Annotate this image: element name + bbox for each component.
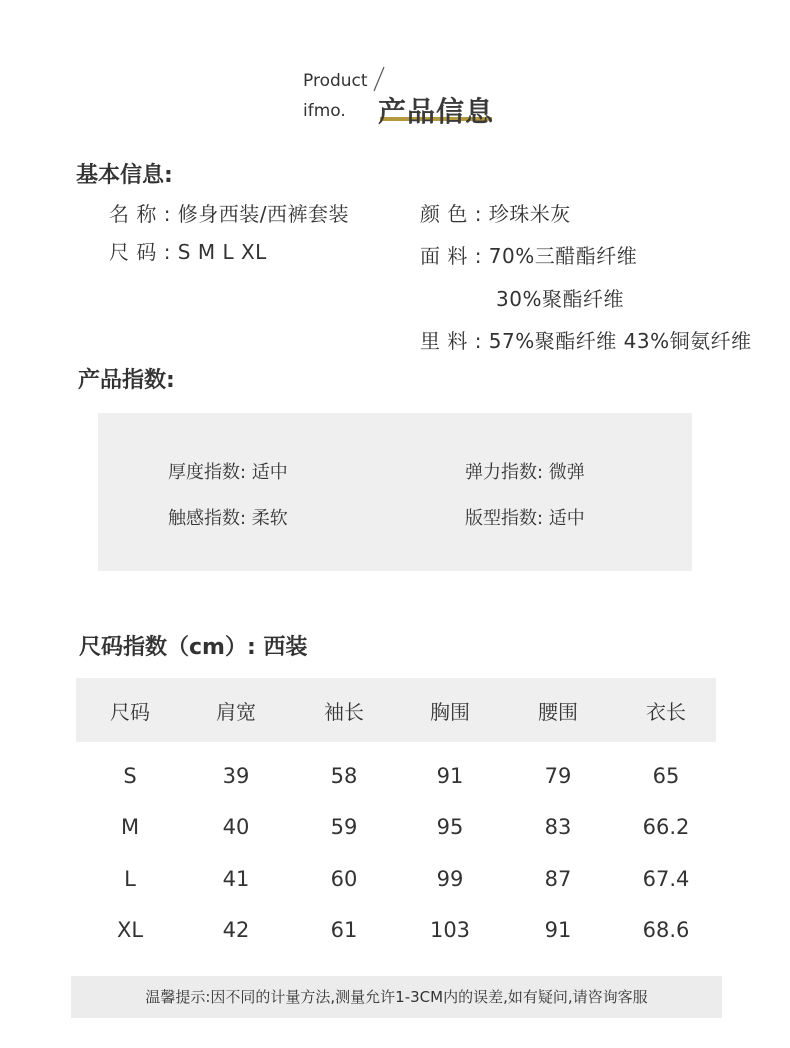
table-cell: 99 xyxy=(436,866,464,891)
table-cell: 95 xyxy=(436,815,464,840)
table-row xyxy=(76,742,716,802)
table-cell: 41 xyxy=(222,866,250,891)
product-sizes: 尺 码 : S M L XL xyxy=(109,240,267,264)
table-cell: 60 xyxy=(330,866,358,891)
page-title: 产品信息 xyxy=(378,95,495,128)
header-eyebrow-product: Product xyxy=(303,71,368,91)
size-chart-heading: 尺码指数（cm）: 西装 xyxy=(79,635,308,660)
table-cell: L xyxy=(124,866,136,891)
table-cell: 87 xyxy=(544,866,572,891)
table-cell: 103 xyxy=(429,918,471,943)
table-cell: 68.6 xyxy=(642,918,690,943)
header-eyebrow-ifmo: ifmo. xyxy=(303,101,346,121)
table-cell: 59 xyxy=(330,815,358,840)
table-row xyxy=(76,802,716,854)
product-name: 名 称 : 修身西装/西裤套装 xyxy=(109,202,350,226)
table-header-row xyxy=(76,678,716,742)
table-row xyxy=(76,905,716,957)
table-cell: 58 xyxy=(330,763,358,788)
table-cell: 39 xyxy=(222,763,250,788)
table-cell: 79 xyxy=(544,763,572,788)
fit-index: 版型指数: 适中 xyxy=(465,508,585,529)
measurement-notice: 温馨提示:因不同的计量方法,测量允许1-3CM内的误差,如有疑问,请咨询客服 xyxy=(71,976,722,1018)
column-header: 腰围 xyxy=(500,678,616,742)
product-fabric-continued: 30%聚酯纤维 xyxy=(496,287,624,311)
column-header: 衣长 xyxy=(616,678,716,742)
product-fabric: 面 料 : 70%三醋酯纤维 xyxy=(420,244,638,268)
product-index-panel xyxy=(98,413,692,571)
table-cell: S xyxy=(123,763,137,788)
table-row xyxy=(76,853,716,905)
table-cell: 83 xyxy=(544,815,572,840)
table-cell: 42 xyxy=(222,918,250,943)
elasticity-index: 弹力指数: 微弹 xyxy=(465,462,585,483)
table-cell: XL xyxy=(116,918,144,943)
table-cell: 67.4 xyxy=(642,866,690,891)
table-cell: 91 xyxy=(544,918,572,943)
table-cell: 61 xyxy=(330,918,358,943)
touch-index: 触感指数: 柔软 xyxy=(168,508,288,529)
table-cell: 66.2 xyxy=(642,815,690,840)
table-cell: 91 xyxy=(436,763,464,788)
product-lining: 里 料 : 57%聚酯纤维 43%铜氨纤维 xyxy=(420,329,752,353)
column-header: 尺码 xyxy=(76,678,184,742)
product-index-heading: 产品指数: xyxy=(78,368,175,393)
basic-info-heading: 基本信息: xyxy=(76,163,173,188)
column-header: 胸围 xyxy=(400,678,500,742)
thickness-index: 厚度指数: 适中 xyxy=(168,462,288,483)
product-color: 颜 色 : 珍珠米灰 xyxy=(420,202,571,226)
size-table xyxy=(76,678,716,956)
table-cell: 40 xyxy=(222,815,250,840)
slash-divider-icon xyxy=(372,66,386,92)
table-cell: M xyxy=(120,815,140,840)
table-cell: 65 xyxy=(652,763,680,788)
column-header: 肩宽 xyxy=(184,678,288,742)
column-header: 袖长 xyxy=(288,678,400,742)
